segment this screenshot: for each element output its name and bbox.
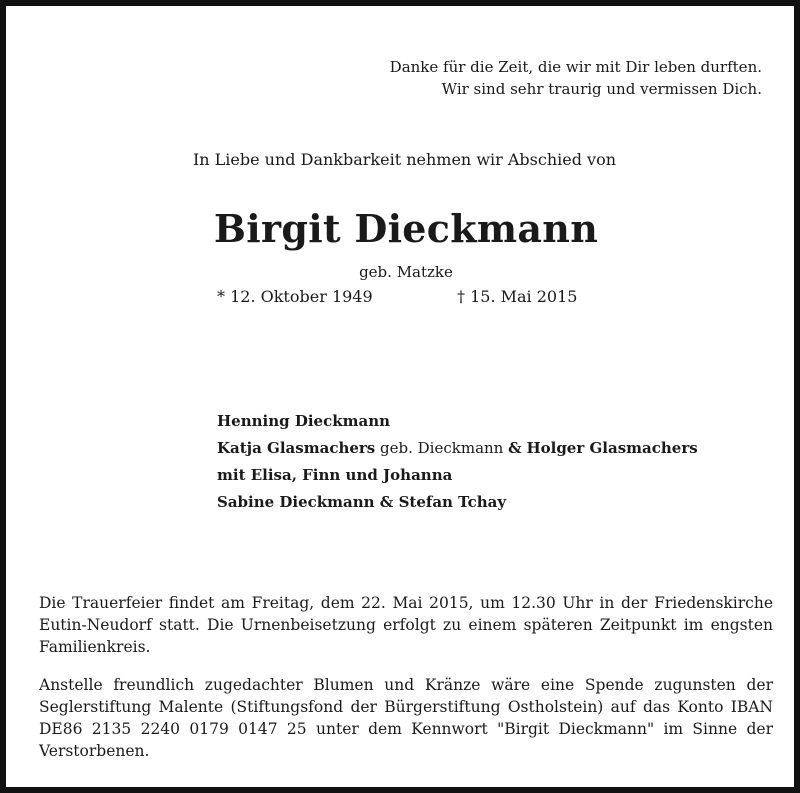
motto-line-1: Danke für die Zeit, die wir mit Dir leben durften. — [389, 58, 762, 76]
death-date: † 15. Mai 2015 — [457, 287, 578, 306]
mourner-born-name: geb. Dieckmann — [380, 439, 504, 457]
motto-line-2: Wir sind sehr traurig und vermissen Dich. — [441, 80, 762, 98]
mourner-name: Katja Glasmachers — [217, 439, 376, 457]
donation-notice: Anstelle freundlich zugedachter Blumen und Kränze wäre eine Spende zugunsten der Seglerstiftung Malente (Stiftungsfond der Bürgerstiftung Ostholstein) auf das Konto IBAN DE86 2135 2240 0179 0147 25 unter dem Kennwort "Birgit Dieckmann" im Sinne der Verstorbenen. — [39, 676, 773, 760]
maiden-name: geb. Matzke — [359, 263, 453, 281]
mourner-line-3: mit Elisa, Finn und Johanna — [217, 466, 453, 484]
mourners-list — [217, 408, 698, 516]
mourner-line-1: Henning Dieckmann — [217, 412, 391, 430]
intro-text: In Liebe und Dankbarkeit nehmen wir Abschied von — [192, 150, 617, 169]
mourner-partner: Holger Glasmachers — [526, 439, 698, 457]
deceased-name: Birgit Dieckmann — [213, 206, 599, 251]
funeral-notice: Die Trauerfeier findet am Freitag, dem 22. Mai 2015, um 12.30 Uhr in der Friedenskirche Eutin-Neudorf statt. Die Urnenbeisetzung erfolgt zu einem späteren Zeitpunkt im engsten Familienkreis. — [39, 594, 773, 656]
birth-date: * 12. Oktober 1949 — [217, 287, 373, 306]
motto — [390, 56, 762, 100]
mourner-line-4: Sabine Dieckmann & Stefan Tchay — [217, 493, 507, 511]
mourner-ampersand: & — [508, 439, 522, 457]
mourner-line-2 — [217, 435, 698, 462]
